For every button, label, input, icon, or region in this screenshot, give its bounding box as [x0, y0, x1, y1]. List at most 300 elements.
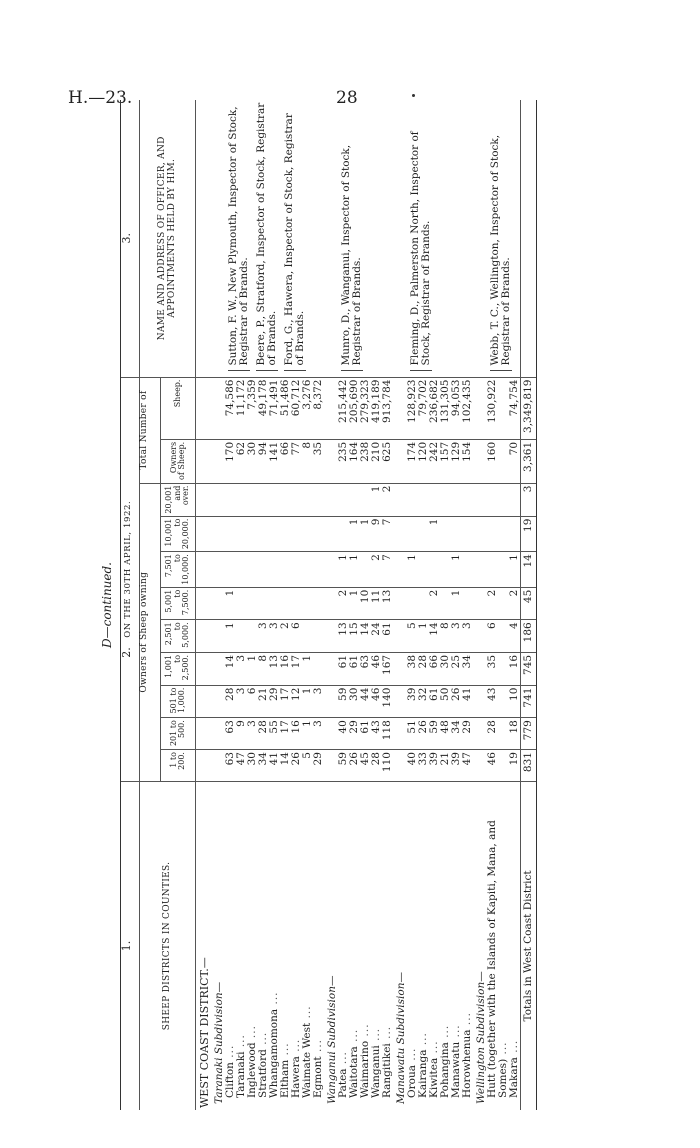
count-cell: 33: [418, 750, 429, 782]
county-name: Whangamomona: [267, 1008, 280, 1098]
count-cell: 13: [269, 652, 280, 685]
count-cell: [487, 552, 509, 588]
county-name: Inglewood: [245, 1042, 258, 1098]
leader-dots: ...: [369, 1027, 382, 1046]
empty-cell: [393, 718, 407, 750]
count-cell: 15: [349, 620, 360, 653]
count-cell: [280, 483, 291, 516]
count-cell: [269, 483, 280, 516]
empty-cell: [324, 685, 338, 718]
count-cell: 10: [509, 685, 521, 718]
count-cell: [509, 516, 521, 552]
count-cell: [236, 552, 247, 588]
empty-cell: [211, 377, 225, 439]
size-header: 10,001 to 20,000.: [161, 516, 196, 552]
total-header: Owners of Sheep.: [161, 439, 196, 483]
empty-cell: [196, 750, 211, 782]
count-cell: 48: [440, 718, 451, 750]
count-cell: 28: [225, 685, 236, 718]
owners-total: 141: [269, 439, 280, 483]
empty-cell: [393, 483, 407, 516]
empty-cell: [196, 552, 211, 588]
subdivision-row: [211, 100, 225, 1110]
count-cell: 26: [451, 685, 462, 718]
count-cell: 1: [451, 552, 462, 588]
empty-cell: [324, 620, 338, 653]
col2-heading: ON THE 30TH APRIL, 1922.: [123, 500, 133, 638]
rotated-table-frame: [100, 100, 605, 1110]
count-cell: 17: [280, 685, 291, 718]
empty-cell: [324, 552, 338, 588]
count-cell: [247, 483, 258, 516]
count-cell: [269, 516, 280, 552]
count-cell: 41: [269, 750, 280, 782]
count-cell: [313, 516, 324, 552]
count-cell: [451, 516, 462, 552]
totals-count: 831: [520, 750, 536, 782]
count-cell: 6: [487, 620, 509, 653]
leader-dots: ...: [336, 1051, 349, 1069]
empty-cell: [324, 587, 338, 620]
count-cell: 1: [349, 587, 360, 620]
owners-total: 70: [509, 439, 521, 483]
count-cell: 29: [462, 718, 473, 750]
count-cell: 61: [382, 620, 393, 653]
count-cell: 38: [407, 652, 418, 685]
count-cell: 41: [462, 685, 473, 718]
officer-entry: Sutton, F. W., New Plymouth, Inspector of Stock, Registrar of Brands.: [228, 102, 250, 371]
count-cell: 7: [382, 516, 393, 552]
count-cell: 1: [371, 483, 382, 516]
count-cell: 30: [247, 750, 258, 782]
totals-sheep: 3,349,819: [520, 377, 536, 439]
count-cell: 39: [407, 685, 418, 718]
county-name: Waimate West: [300, 1022, 313, 1098]
empty-cell: [473, 718, 487, 750]
size-header: 1,001 to 2,500.: [161, 652, 196, 685]
leader-dots: ...: [256, 1031, 269, 1050]
count-cell: 24: [371, 620, 382, 653]
count-cell: 9: [236, 718, 247, 750]
count-cell: 26: [349, 750, 360, 782]
count-cell: 45: [360, 750, 371, 782]
totals-row: [520, 100, 536, 1110]
count-cell: 3: [451, 620, 462, 653]
county-name: Waitotara: [347, 1046, 360, 1098]
empty-cell: [393, 685, 407, 718]
leader-dots: ...: [405, 1047, 418, 1066]
sheep-total: 51,486: [280, 377, 291, 439]
empty-cell: [473, 750, 487, 782]
empty-cell: [393, 620, 407, 653]
sheep-table: [120, 100, 537, 1110]
count-cell: 2: [371, 552, 382, 588]
empty-cell: [473, 685, 487, 718]
count-cell: [280, 552, 291, 588]
owners-total: 170: [225, 439, 236, 483]
officer-entry: Beere, P., Stratford, Inspector of Stock, Registrar of Brands.: [256, 102, 278, 371]
count-cell: 3: [236, 652, 247, 685]
count-cell: 17: [280, 718, 291, 750]
col-number-2: [121, 377, 140, 781]
count-cell: 1: [429, 516, 440, 552]
page-ref: H.—23.: [68, 88, 133, 108]
empty-cell: [393, 750, 407, 782]
count-cell: 55: [269, 718, 280, 750]
count-cell: 11: [371, 587, 382, 620]
size-header: 501 to 1,000.: [161, 685, 196, 718]
count-cell: 2: [338, 587, 349, 620]
empty-cell: [520, 100, 536, 377]
count-cell: 25: [451, 652, 462, 685]
count-cell: [302, 587, 313, 620]
sheep-total: 74,754: [509, 377, 521, 439]
leader-dots: ...: [245, 1025, 258, 1043]
count-cell: 14: [360, 620, 371, 653]
count-cell: [338, 483, 349, 516]
empty-cell: [196, 685, 211, 718]
totals-count: 186: [520, 620, 536, 653]
count-cell: 59: [429, 718, 440, 750]
empty-cell: [211, 750, 225, 782]
count-cell: [247, 516, 258, 552]
subdivision-row: [324, 100, 338, 1110]
leader-dots: ...: [438, 1024, 451, 1043]
count-cell: [225, 483, 236, 516]
count-cell: 32: [418, 685, 429, 718]
owners-total: 625: [382, 439, 393, 483]
count-cell: [313, 587, 324, 620]
owners-total: 174: [407, 439, 418, 483]
empty-cell: [196, 587, 211, 620]
count-cell: 51: [407, 718, 418, 750]
empty-cell: [324, 652, 338, 685]
totals-count: 745: [520, 652, 536, 685]
total-heading: Total Number of: [140, 377, 161, 483]
count-cell: [313, 552, 324, 588]
size-header: 2,501 to 5,000.: [161, 620, 196, 653]
size-header: 5,001 to 7,500.: [161, 587, 196, 620]
count-cell: [258, 516, 269, 552]
sheep-total: 215,442: [338, 377, 349, 439]
leader-dots: ...: [223, 1044, 236, 1063]
count-cell: 50: [440, 685, 451, 718]
count-cell: 16: [291, 718, 302, 750]
count-cell: [462, 516, 473, 552]
owners-total: 242: [429, 439, 440, 483]
count-cell: [280, 516, 291, 552]
leader-dots: ...: [300, 1005, 313, 1023]
owners-total: 154: [462, 439, 473, 483]
sheep-total: 49,178: [258, 377, 269, 439]
empty-cell: [211, 685, 225, 718]
count-cell: 140: [382, 685, 393, 718]
leader-dots: ...: [289, 1038, 302, 1057]
count-cell: 61: [429, 685, 440, 718]
count-cell: [462, 587, 473, 620]
count-cell: 18: [509, 718, 521, 750]
empty-cell: [211, 587, 225, 620]
empty-cell: [324, 516, 338, 552]
subdivision-row: [393, 100, 407, 1110]
empty-cell: [473, 377, 487, 439]
count-cell: [429, 552, 440, 588]
sheep-total: 71,491: [269, 377, 280, 439]
count-cell: 61: [360, 718, 371, 750]
county-name: Manawatu: [449, 1041, 462, 1098]
county-name-cell: [509, 781, 521, 1110]
officer-entry: Ford, G., Hawera, Inspector of Stock, Registrar of Brands.: [284, 102, 306, 371]
empty-cell: [196, 516, 211, 552]
count-cell: 16: [509, 652, 521, 685]
county-name: Makara: [507, 1057, 520, 1098]
county-name: Hawera: [289, 1056, 302, 1098]
empty-cell: [324, 718, 338, 750]
count-cell: 167: [382, 652, 393, 685]
count-cell: 26: [291, 750, 302, 782]
sheep-total: 130,922: [487, 377, 509, 439]
count-cell: 3: [462, 620, 473, 653]
empty-cell: [324, 483, 338, 516]
empty-cell: [473, 483, 487, 516]
count-cell: 28: [487, 718, 509, 750]
count-cell: 39: [429, 750, 440, 782]
count-cell: 40: [407, 750, 418, 782]
col-number-1: 1.: [121, 781, 140, 1110]
count-cell: 63: [360, 652, 371, 685]
county-name-cell: [313, 781, 324, 1110]
empty-cell: [393, 439, 407, 483]
empty-cell: [196, 483, 211, 516]
sheep-total: 102,435: [462, 377, 473, 439]
officer-cell: [324, 100, 393, 377]
totals-count: 779: [520, 718, 536, 750]
empty-cell: [324, 750, 338, 782]
count-cell: 2: [487, 587, 509, 620]
empty-cell: [324, 439, 338, 483]
sheep-total: 3,276: [302, 377, 313, 439]
count-cell: 66: [429, 652, 440, 685]
count-cell: [509, 483, 521, 516]
count-cell: 46: [371, 652, 382, 685]
count-cell: 21: [440, 750, 451, 782]
count-cell: 1: [349, 516, 360, 552]
empty-cell: [211, 439, 225, 483]
owners-total: 77: [291, 439, 302, 483]
count-cell: [462, 552, 473, 588]
empty-cell: [211, 718, 225, 750]
count-cell: 3: [236, 685, 247, 718]
count-cell: [291, 587, 302, 620]
count-cell: 110: [382, 750, 393, 782]
count-cell: 1: [349, 552, 360, 588]
count-cell: 3: [313, 718, 324, 750]
owners-total: 120: [418, 439, 429, 483]
totals-count: 741: [520, 685, 536, 718]
count-cell: 1: [338, 552, 349, 588]
empty-cell: [196, 377, 211, 439]
count-cell: 17: [291, 652, 302, 685]
count-cell: 30: [440, 652, 451, 685]
owners-total: 164: [349, 439, 360, 483]
count-cell: [440, 516, 451, 552]
count-cell: [302, 516, 313, 552]
sheep-total: 236,682: [429, 377, 440, 439]
count-cell: 40: [338, 718, 349, 750]
count-cell: 34: [462, 652, 473, 685]
count-cell: 61: [349, 652, 360, 685]
count-cell: 43: [487, 685, 509, 718]
count-cell: 10: [360, 587, 371, 620]
count-cell: [247, 552, 258, 588]
count-cell: [225, 552, 236, 588]
empty-cell: [196, 439, 211, 483]
leader-dots: ...: [347, 1028, 360, 1047]
count-cell: 8: [440, 620, 451, 653]
count-cell: 34: [258, 750, 269, 782]
size-header: 201 to 500.: [161, 718, 196, 750]
empty-cell: [473, 620, 487, 653]
county-name: Clifton: [223, 1062, 236, 1098]
count-cell: [407, 587, 418, 620]
empty-cell: [473, 587, 487, 620]
leader-dots: ...: [449, 1024, 462, 1042]
col-number-2-label: 2.: [120, 647, 133, 658]
leader-dots: ...: [507, 1039, 520, 1058]
count-cell: 29: [349, 718, 360, 750]
count-cell: [291, 516, 302, 552]
officer-entry: Webb, T. C., Wellington, Inspector of Stock, Registrar of Brands.: [490, 102, 512, 371]
count-cell: 13: [382, 587, 393, 620]
count-cell: [291, 552, 302, 588]
page-number: 28: [336, 88, 358, 108]
leader-dots: ...: [496, 1041, 509, 1059]
totals-label: Totals in West Coast District: [520, 781, 536, 1110]
district-name: WEST COAST DISTRICT.—: [198, 957, 211, 1108]
owners-total: 235: [338, 439, 349, 483]
count-cell: 2: [382, 483, 393, 516]
count-cell: [302, 620, 313, 653]
sheep-total: 11,172: [236, 377, 247, 439]
owners-total: 30: [247, 439, 258, 483]
sheep-total: 79,702: [418, 377, 429, 439]
empty-cell: [393, 377, 407, 439]
owners-total: 157: [440, 439, 451, 483]
count-cell: [487, 516, 509, 552]
empty-cell: [473, 552, 487, 588]
count-cell: 14: [225, 652, 236, 685]
count-cell: [236, 516, 247, 552]
count-cell: 34: [451, 718, 462, 750]
owners-total: 35: [313, 439, 324, 483]
count-cell: 118: [382, 718, 393, 750]
county-name: Kiwitea: [427, 1057, 440, 1098]
count-cell: [429, 483, 440, 516]
count-cell: 29: [313, 750, 324, 782]
county-name: Pohangina: [438, 1042, 451, 1098]
subdivision-name: Taranaki Subdivision—: [212, 981, 225, 1104]
count-cell: [440, 483, 451, 516]
owners-total: 210: [371, 439, 382, 483]
sheep-total: 279,323: [360, 377, 371, 439]
count-cell: 63: [225, 718, 236, 750]
count-cell: 44: [360, 685, 371, 718]
count-cell: 28: [258, 718, 269, 750]
leader-dots: ...: [416, 1032, 429, 1050]
count-cell: 59: [338, 685, 349, 718]
count-cell: [407, 483, 418, 516]
total-header: Sheep.: [161, 377, 196, 439]
count-cell: 1: [418, 620, 429, 653]
officer-cell: [473, 100, 521, 377]
count-cell: [225, 516, 236, 552]
count-cell: 59: [338, 750, 349, 782]
empty-cell: [324, 377, 338, 439]
county-name-cell: [487, 781, 509, 1110]
sheep-total: 131,305: [440, 377, 451, 439]
county-name: Hutt (together with the Islands of Kapiti, Mana, and Somes): [485, 820, 509, 1098]
count-cell: [313, 620, 324, 653]
count-cell: 1: [225, 587, 236, 620]
col3-heading: NAME AND ADDRESS OF OFFICER, AND APPOINTMENTS HELD BY HIM.: [140, 100, 196, 377]
count-cell: 63: [225, 750, 236, 782]
count-cell: [418, 552, 429, 588]
count-cell: 5: [407, 620, 418, 653]
count-cell: 14: [429, 620, 440, 653]
empty-cell: [211, 652, 225, 685]
count-cell: [258, 552, 269, 588]
dot-mark: [412, 94, 415, 97]
county-name: Patea: [336, 1068, 349, 1098]
empty-cell: [473, 439, 487, 483]
count-cell: 43: [371, 718, 382, 750]
count-cell: [302, 483, 313, 516]
subdivision-name: Wellington Subdivision—: [474, 971, 487, 1104]
count-cell: [313, 652, 324, 685]
count-cell: 16: [280, 652, 291, 685]
county-name: Kairanga: [416, 1049, 429, 1098]
count-cell: 30: [349, 685, 360, 718]
count-cell: 1: [360, 516, 371, 552]
leader-dots: ...: [311, 1038, 324, 1057]
owners-total: 66: [280, 439, 291, 483]
count-cell: 39: [451, 750, 462, 782]
count-cell: [418, 483, 429, 516]
empty-cell: [473, 652, 487, 685]
owners-total: 94: [258, 439, 269, 483]
county-name: Wanganui: [369, 1045, 382, 1098]
totals-owners: 3,361: [520, 439, 536, 483]
leader-dots: ...: [267, 991, 280, 1009]
continued-title: D—continued.: [100, 562, 114, 649]
count-cell: [247, 620, 258, 653]
empty-cell: [393, 652, 407, 685]
count-cell: 35: [487, 652, 509, 685]
count-cell: [291, 483, 302, 516]
county-name-cell: [462, 781, 473, 1110]
col-number-3: 3.: [121, 100, 140, 377]
count-cell: 1: [302, 685, 313, 718]
count-cell: 28: [371, 750, 382, 782]
empty-cell: [393, 552, 407, 588]
owners-total: 160: [487, 439, 509, 483]
count-cell: 14: [280, 750, 291, 782]
count-cell: 3: [269, 620, 280, 653]
size-header: 20,001 and over.: [161, 483, 196, 516]
count-cell: 26: [418, 718, 429, 750]
count-cell: 4: [509, 620, 521, 653]
empty-cell: [196, 100, 211, 377]
